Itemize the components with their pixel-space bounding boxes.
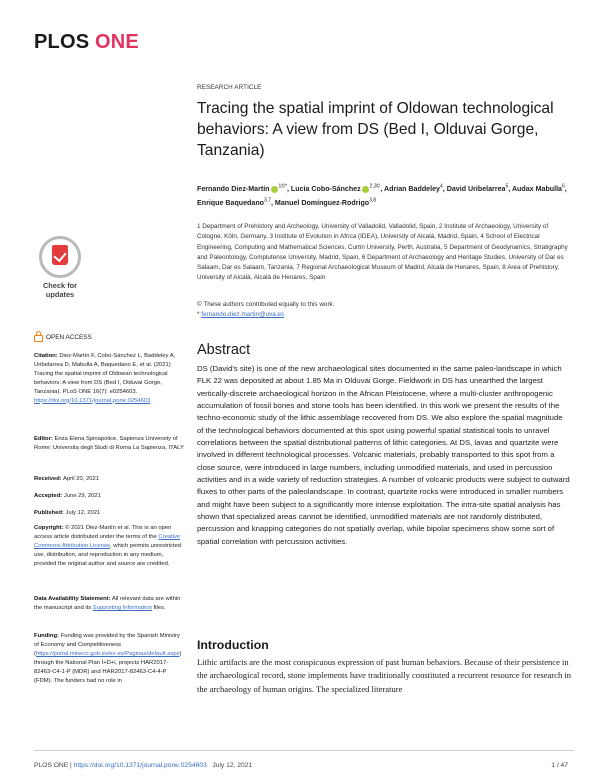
- author-affiliation-marker: 6: [562, 184, 565, 190]
- corresponding-author: * fernando.diez.martin@uva.es: [197, 311, 285, 319]
- data-availability-block: Data Availability Statement: All relevant data are within the manuscript and its Supporting Information files.: [34, 596, 181, 611]
- funding-block: Funding: Funding was provided by the Spanish Ministry of Economy and Competitiveness (https://portal.mineco.gob.es/es-es/Paginas/default.aspx) through the National Plan I+D+i, projects HAR2017-82463-C4-1-P (MDR) and HAR2017-82463-C4-4-P (FDM). The funders had no role in: [34, 633, 182, 684]
- author-list: [197, 182, 567, 210]
- article-title: Tracing the spatial imprint of Oldowan technological behaviors: A view from DS (Bed I, Olduvai Gorge, Tanzania): [197, 100, 554, 159]
- received-date: Received: April 20, 2021: [34, 476, 99, 482]
- author-name: Fernando Diez-Martín $^{1©*}$,: [197, 184, 291, 194]
- article-type: RESEARCH ARTICLE: [197, 84, 262, 91]
- copyright-block: Copyright: © 2021 Diez-Martín et al. This is an open access article distributed under the terms of the Creative Commons Attribution License, which permits unrestricted use, distribution, and reproduction in any medium, provided the original author and source are credited.: [34, 525, 182, 567]
- author-name: Manuel Domínguez-Rodrigo$^{3,8}$: [274, 197, 377, 208]
- check-for-updates-label: Check for updates: [42, 281, 78, 299]
- open-lock-icon: [34, 335, 43, 342]
- author-affiliation-marker: 2,3©: [369, 184, 381, 190]
- author-affiliation-marker: 5: [505, 184, 509, 190]
- accepted-date: Accepted: June 29, 2021: [34, 493, 101, 499]
- abstract-text: DS (David's site) is one of the new archaeological sites documented in the same paleo-landscape in which FLK 22 was deposited at about 1.85 Ma in Olduvai Gorge. Fieldwork in DS has unearthed the largest vertically-discrete archaeological horizon in the African Pleistocene, where a multi-cluster anthropogenic accumulation of fossil bones and stone tools has been identified. In this work we present the results of the techno-economic study of the lithic assemblage recovered from DS. We also explore the spatial magnitude of the technological behaviors documented at this spot using powerful spatial statistical tools to unravel correlations between the spatial distributional patterns of lithic categories. At DS, lavas and quartzite were involved in different technological processes. Volcanic materials, probably transported to this spot from a close source, were introduced in large numbers, including unmodified materials, and used in percussion activities and in a wide variety of reduction strategies. A number of volcanic products were subject to outward fluxes to other parts of the paleolandscape. In contrast, quartzite rocks were introduced in smaller numbers and might have been subject to a significantly more intense exploitation. The intra-site spatial analysis has shown that specialized areas cannot be identified, unmodified materials are not randomly distributed, percussion and knapping categories do not spatially overlap, while bipolar specimens show some sort of spatial correlation with percussion activities.: [197, 364, 570, 546]
- page-footer: PLOS ONE | https://doi.org/10.1371/journal.pone.0254603 July 12, 2021: [34, 762, 253, 769]
- page-number: 1 / 47: [551, 762, 568, 769]
- corresponding-email-link[interactable]: fernando.diez.martin@uva.es: [201, 311, 285, 319]
- supporting-information-link[interactable]: Supporting Information: [92, 604, 152, 611]
- author-affiliation-marker: 3,7: [264, 197, 271, 204]
- author-affiliation-marker: 3,8: [369, 197, 377, 204]
- abstract-heading: Abstract: [197, 342, 251, 358]
- footer-divider: [34, 750, 574, 751]
- citation-block: Citation: Diez-Martín F, Cobo-Sánchez L, Baddeley A, Uribelarrea D, Mabulla A, Baquedano E, et al. (2021) Tracing the spatial imprint of Oldowan technological behaviors: A view from DS (Bed I, Olduvai Gorge, Tanzania). PLoS ONE 16(7): e0254603. https://doi.org/10.1371/journal.pone.0254603: [34, 353, 176, 404]
- affiliations: 1 Department of Prehistory and Archeology, University of Valladolid, Valladolid, Spain, 2 Institute of Archaeology, University of Cologne, Köln, Germany, 3 Institute of Evolution in Africa (IDEA), University of Alcalá, Madrid, Spain, 4 School of Electrical Engineering, Computing and Mathematical Sciences, Curtin University, Perth, Australia, 5 Department of Geodynamics, Stratigraphy and Paleontology, Complutense University, Madrid, Spain, 6 Department of Archaeology and Heritage Studies, University of Dar es Salaam, Dar es Salaam, Tanzania, 7 Regional Archaeological Museum of Madrid, Alcalá de Henares, Spain, 8 Area of Prehistory, University of Alcalá, Alcalá de Henares, Spain: [197, 223, 568, 282]
- check-icon: [39, 236, 81, 278]
- open-access-label: OPEN ACCESS: [34, 334, 92, 341]
- equal-contribution-note: © These authors contributed equally to this work.: [197, 301, 335, 308]
- introduction-text: Lithic artifacts are the most conspicuous expression of past human behaviors. Because of their persistence in the archaeological record, stone implements have traditionally constituted a recurrent resource for research in the archaeology of human origins. The specialized literature: [197, 657, 572, 694]
- funding-url-link[interactable]: https://portal.mineco.gob.es/es-es/Paginas/default.aspx: [35, 650, 180, 657]
- author-name: Audax Mabulla$^6$,: [511, 184, 567, 194]
- license-link[interactable]: Creative Commons Attribution License: [34, 533, 181, 549]
- author-name: Enrique Baquedano$^{3,7}$,: [197, 197, 275, 208]
- published-date: Published: July 12, 2021: [34, 510, 101, 516]
- author-notes: [197, 300, 569, 321]
- author-name: Lucía Cobo-Sánchez $^{2,3©}$,: [290, 184, 384, 194]
- footer-doi-link[interactable]: https://doi.org/10.1371/journal.pone.0254603: [73, 762, 207, 769]
- orcid-icon[interactable]: [271, 186, 278, 193]
- author-name: Adrian Baddeley$^4$,: [384, 184, 447, 194]
- check-for-updates-badge[interactable]: [34, 236, 86, 299]
- journal-logo: PLOS ONE: [34, 31, 139, 53]
- introduction-heading: Introduction: [197, 638, 269, 652]
- author-affiliation-marker: 4: [439, 184, 443, 190]
- author-name: David Uribelarrea$^5$,: [446, 184, 512, 194]
- citation-doi-link[interactable]: https://doi.org/10.1371/journal.pone.0254603: [34, 397, 151, 404]
- orcid-icon[interactable]: [362, 186, 369, 193]
- editor-block: Editor: Enza Elena Spinapolice, Sapienza University of Rome: Universita degli Studi di Roma La Sapienza, ITALY: [34, 436, 184, 451]
- author-affiliation-marker: 1©*: [278, 184, 287, 190]
